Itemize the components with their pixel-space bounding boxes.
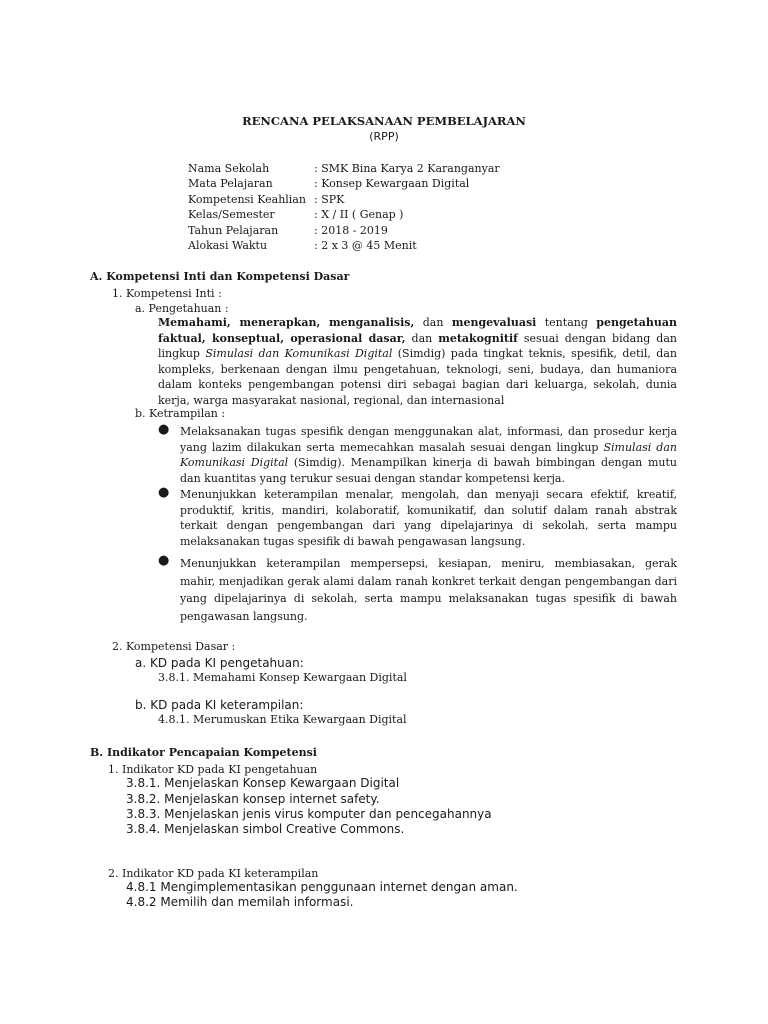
keterampilan-bullet: Menunjukkan keterampilan menalar, mengolah, dan menyaji secara efektif, kreatif, produktif, kritis, mandiri, kolaboratif, komunikatif, dan solutif dalam ranah abstrak terkait dengan pengembangan dari yang dipelajarinya di sekolah, serta mampu melaksanakan tugas spesifik di bawah pengawasan langsung. bbox=[180, 488, 677, 548]
identity-value: : Konsep Kewargaan Digital bbox=[314, 177, 470, 190]
kd-keterampilan-label: b. KD pada KI keterampilan: bbox=[135, 698, 304, 712]
section-b-heading: B. Indikator Pencapaian Kompetensi bbox=[90, 746, 317, 759]
identity-label: Nama Sekolah bbox=[188, 162, 270, 175]
document-title: RENCANA PELAKSANAAN PEMBELAJARAN bbox=[242, 114, 526, 128]
identity-value: : SMK Bina Karya 2 Karanganyar bbox=[314, 162, 500, 175]
keterampilan-bullet: Melaksanakan tugas spesifik dengan menggunakan alat, informasi, dan prosedur kerja yang lazim dilakukan serta memecahkan masalah sesuai dengan lingkup Simulasi dan Komunikasi Digital (Simdig). Menampilkan kinerja di bawah bimbingan dengan mutu dan kuantitas yang terukur sesuai dengan standar kompetensi kerja. bbox=[180, 425, 677, 485]
identity-value: : 2018 - 2019 bbox=[314, 224, 388, 237]
indikator-keterampilan-label: 2. Indikator KD pada KI keterampilan bbox=[108, 867, 319, 880]
indikator-pengetahuan-label: 1. Indikator KD pada KI pengetahuan bbox=[108, 763, 318, 776]
indikator-item: 3.8.3. Menjelaskan jenis virus komputer dan pencegahannya bbox=[126, 807, 492, 821]
keterampilan-bullet: Menunjukkan keterampilan mempersepsi, kesiapan, meniru, membiasakan, gerak mahir, menjadikan gerak alami dalam ranah konkret terkait dengan pengembangan dari yang dipelajarinya di sekolah, serta mampu melaksanakan tugas spesifik di bawah pengawasan langsung. bbox=[180, 557, 677, 623]
identity-value: : X / II ( Genap ) bbox=[314, 208, 404, 221]
bullet-icon: ● bbox=[158, 485, 170, 500]
indikator-item: 3.8.1. Menjelaskan Konsep Kewargaan Digital bbox=[126, 776, 400, 790]
kd-pengetahuan-label: a. KD pada KI pengetahuan: bbox=[135, 656, 304, 670]
pengetahuan-label: a. Pengetahuan : bbox=[135, 302, 229, 315]
ki-heading: 1. Kompetensi Inti : bbox=[112, 287, 222, 300]
kd-keterampilan-item: 4.8.1. Merumuskan Etika Kewargaan Digital bbox=[158, 713, 407, 726]
bullet-icon: ● bbox=[158, 553, 170, 568]
identity-label: Kompetensi Keahlian bbox=[188, 193, 306, 206]
section-a-heading: A. Kompetensi Inti dan Kompetensi Dasar bbox=[90, 270, 350, 283]
identity-value: : 2 x 3 @ 45 Menit bbox=[314, 239, 417, 252]
kd-heading: 2. Kompetensi Dasar : bbox=[112, 640, 236, 653]
bullet-icon: ● bbox=[158, 422, 170, 437]
keterampilan-label: b. Ketrampilan : bbox=[135, 407, 226, 420]
document-subtitle: (RPP) bbox=[369, 130, 399, 143]
identity-value: : SPK bbox=[314, 193, 345, 206]
identity-label: Kelas/Semester bbox=[188, 208, 275, 221]
indikator-item: 3.8.4. Menjelaskan simbol Creative Commons. bbox=[126, 822, 405, 836]
indikator-item: 4.8.1 Mengimplementasikan penggunaan internet dengan aman. bbox=[126, 880, 518, 894]
identity-label: Alokasi Waktu bbox=[188, 239, 268, 252]
kd-pengetahuan-item: 3.8.1. Memahami Konsep Kewargaan Digital bbox=[158, 671, 407, 684]
indikator-item: 3.8.2. Menjelaskan konsep internet safety. bbox=[126, 792, 380, 806]
indikator-item: 4.8.2 Memilih dan memilah informasi. bbox=[126, 895, 354, 909]
identity-label: Mata Pelajaran bbox=[188, 177, 273, 190]
pengetahuan-paragraph: Memahami, menerapkan, menganalisis, dan mengevaluasi tentang pengetahuan faktual, konseptual, operasional dasar, dan metakognitif sesuai dengan bidang dan lingkup Simulasi dan Komunikasi Digital (Simdig) pada tingkat teknis, spesifik, detil, dan kompleks, berkenaan dengan ilmu pengetahuan, teknologi, seni, budaya, dan humaniora dalam konteks pengembangan potensi diri sebagai bagian dari keluarga, sekolah, dunia kerja, warga masyarakat nasional, regional, dan internasional bbox=[158, 316, 677, 407]
identity-label: Tahun Pelajaran bbox=[188, 224, 279, 237]
